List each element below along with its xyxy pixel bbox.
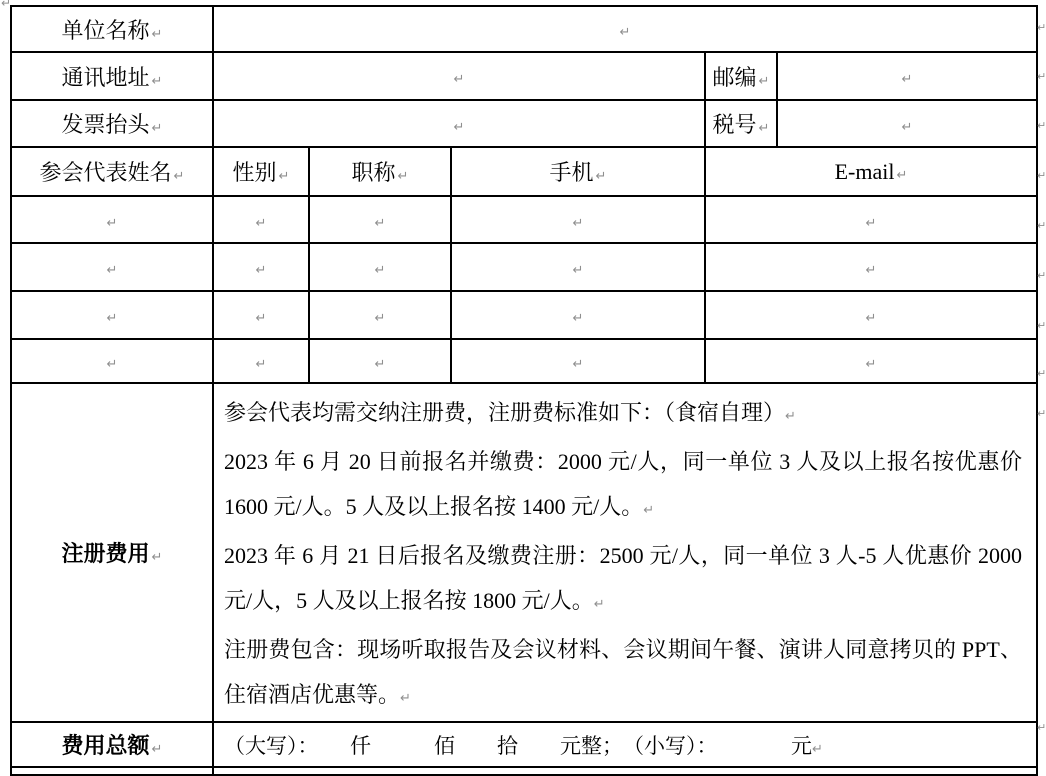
invoice-title-label-text: 发票抬头 — [61, 112, 150, 137]
paragraph-mark-icon: ↵ — [151, 26, 163, 42]
email-header-text: E-mail — [834, 158, 895, 184]
gender-header-text: 性别 — [232, 160, 277, 185]
title-header-text: 职称 — [351, 160, 396, 185]
address-label — [11, 52, 213, 100]
gender-header — [213, 147, 309, 196]
paragraph-mark-icon: ↵ — [106, 311, 118, 326]
paragraph-mark-icon: ↵ — [106, 215, 118, 231]
gender-field[interactable] — [213, 243, 309, 291]
paragraph-mark-icon: ↵ — [758, 121, 770, 136]
row-end-mark-icon: ↵ — [1037, 407, 1046, 420]
email-header — [705, 147, 1037, 196]
table-row — [11, 100, 1037, 147]
row-end-mark-icon: ↵ — [1037, 269, 1046, 282]
total-fee-label — [11, 722, 213, 767]
registration-fee-label-text: 注册费用 — [61, 541, 150, 566]
paragraph-mark-icon: ↵ — [453, 119, 465, 135]
paragraph-mark-icon: ↵ — [151, 73, 163, 89]
fee-paragraph — [224, 627, 1022, 721]
paragraph-mark-icon: ↵ — [865, 263, 877, 278]
paragraph-mark-icon: ↵ — [151, 121, 163, 136]
address-label-text: 通讯地址 — [61, 64, 150, 90]
row-end-mark-icon: ↵ — [1037, 70, 1046, 83]
paragraph-mark-icon: ↵ — [593, 597, 605, 612]
partial-cell — [11, 767, 213, 775]
paragraph-mark-icon: ↵ — [785, 409, 796, 424]
tax-number-label-text: 税号 — [712, 112, 757, 137]
unit-name-label-text: 单位名称 — [61, 17, 150, 43]
registration-fee-label — [11, 383, 213, 722]
paragraph-mark-icon: ↵ — [397, 169, 409, 184]
paragraph-mark-icon: ↵ — [572, 215, 584, 231]
delegate-row — [11, 196, 1037, 243]
paragraph-mark-icon: ↵ — [572, 263, 584, 278]
total-fee-text: （大写）： 仟 佰 拾 元整； （小写）： 元 — [224, 733, 812, 758]
paragraph-mark-icon: ↵ — [374, 263, 386, 278]
paragraph-mark-icon: ↵ — [151, 742, 163, 757]
row-end-mark-icon: ↵ — [1037, 319, 1046, 332]
gender-field[interactable] — [213, 196, 309, 243]
delegate-name-field[interactable] — [11, 196, 213, 243]
total-fee-label-text: 费用总额 — [61, 733, 150, 758]
mobile-header — [451, 147, 705, 196]
table-row — [11, 52, 1037, 100]
tax-number-field[interactable] — [777, 100, 1037, 147]
paragraph-mark-icon: ↵ — [453, 72, 465, 87]
title-field[interactable] — [309, 291, 451, 339]
paragraph-mark-icon: ↵ — [151, 550, 163, 565]
registration-form-table — [10, 5, 1038, 776]
partial-cell — [213, 767, 1037, 775]
paragraph-mark-icon: ↵ — [255, 311, 267, 326]
address-field[interactable] — [213, 52, 705, 100]
paragraph-mark-icon: ↵ — [619, 25, 631, 40]
total-fee-row — [11, 722, 1037, 767]
email-field[interactable] — [705, 196, 1037, 243]
paragraph-mark-icon: ↵ — [595, 169, 607, 184]
postal-code-label-text: 邮编 — [712, 64, 757, 90]
gender-field[interactable] — [213, 339, 309, 383]
registration-fee-row — [11, 383, 1037, 722]
paragraph-mark-icon: ↵ — [572, 311, 584, 326]
tax-number-label — [705, 100, 777, 147]
paragraph-mark-icon: ↵ — [173, 169, 185, 184]
paragraph-mark-icon: ↵ — [572, 357, 584, 372]
mobile-header-text: 手机 — [549, 160, 594, 185]
paragraph-mark-icon: ↵ — [758, 73, 770, 89]
row-end-mark-icon: ↵ — [1037, 119, 1046, 132]
paragraph-mark-icon: ↵ — [865, 215, 877, 231]
invoice-title-label — [11, 100, 213, 147]
row-end-mark-icon: ↵ — [1037, 721, 1046, 734]
gender-field[interactable] — [213, 291, 309, 339]
delegate-name-field[interactable] — [11, 243, 213, 291]
mobile-field[interactable] — [451, 196, 705, 243]
email-field[interactable] — [705, 339, 1037, 383]
delegate-row — [11, 291, 1037, 339]
paragraph-mark-icon: ↵ — [255, 263, 267, 278]
paragraph-mark-icon: ↵ — [106, 263, 118, 278]
delegate-name-field[interactable] — [11, 291, 213, 339]
paragraph-mark-icon: ↵ — [901, 72, 913, 87]
paragraph-mark-icon: ↵ — [643, 503, 655, 518]
paragraph-mark-icon: ↵ — [255, 357, 267, 372]
title-field[interactable] — [309, 243, 451, 291]
row-end-mark-icon: ↵ — [1037, 21, 1046, 34]
postal-code-field[interactable] — [777, 52, 1037, 100]
postal-code-label — [705, 52, 777, 100]
row-end-mark-icon: ↵ — [1037, 219, 1046, 232]
table-row — [11, 6, 1037, 52]
unit-name-field[interactable] — [213, 6, 1037, 52]
paragraph-mark-icon: ↵ — [106, 357, 118, 372]
row-end-mark-icon: ↵ — [1037, 169, 1046, 182]
paragraph-mark-icon: ↵ — [400, 691, 411, 706]
title-header — [309, 147, 451, 196]
row-end-mark-icon: ↵ — [1037, 367, 1046, 380]
fee-paragraph — [224, 390, 1022, 439]
fee-paragraph — [224, 533, 1022, 627]
paragraph-mark-icon: ↵ — [255, 215, 267, 231]
paragraph-mark-icon: ↵ — [374, 311, 386, 326]
fee-paragraph-text: 2023 年 6 月 21 日后报名及缴费注册：2500 元/人，同一单位 3 人-5 人优惠价 2000 元/人，5 人及以上报名按 1800 元/人。 — [224, 543, 1023, 613]
fee-paragraph-text: 2023 年 6 月 20 日前报名并缴费：2000 元/人，同一单位 3 人及以上报名按优惠价 1600 元/人。5 人及以上报名按 1400 元/人。 — [224, 449, 1023, 519]
mobile-field[interactable] — [451, 243, 705, 291]
paragraph-mark-icon: ↵ — [896, 167, 908, 183]
delegate-row — [11, 339, 1037, 383]
paragraph-mark-icon: ↵ — [1, 0, 12, 10]
fee-paragraph-text: 参会代表均需交纳注册费，注册费标准如下：（食宿自理） — [224, 400, 786, 425]
email-field[interactable] — [705, 291, 1037, 339]
paragraph-mark-icon: ↵ — [812, 741, 823, 757]
fee-paragraph-text: 注册费包含：现场听取报告及会议材料、会议期间午餐、演讲人同意拷贝的 PPT、住宿酒店优惠等。 — [224, 637, 1023, 707]
delegate-name-header-text: 参会代表姓名 — [39, 160, 172, 185]
paragraph-mark-icon: ↵ — [901, 119, 913, 135]
table-row-partial — [11, 767, 1037, 775]
paragraph-mark-icon: ↵ — [865, 311, 877, 326]
title-field[interactable] — [309, 196, 451, 243]
invoice-title-field[interactable] — [213, 100, 705, 147]
paragraph-mark-icon: ↵ — [374, 357, 386, 372]
mobile-field[interactable] — [451, 291, 705, 339]
fee-paragraph — [224, 439, 1022, 533]
delegate-name-header — [11, 147, 213, 196]
delegate-header-row — [11, 147, 1037, 196]
delegate-row — [11, 243, 1037, 291]
title-field[interactable] — [309, 339, 451, 383]
registration-fee-details — [213, 383, 1037, 722]
total-fee-field[interactable] — [213, 722, 1037, 767]
paragraph-mark-icon: ↵ — [374, 215, 386, 231]
unit-name-label — [11, 6, 213, 52]
delegate-name-field[interactable] — [11, 339, 213, 383]
email-field[interactable] — [705, 243, 1037, 291]
mobile-field[interactable] — [451, 339, 705, 383]
paragraph-mark-icon: ↵ — [865, 357, 877, 372]
paragraph-mark-icon: ↵ — [278, 169, 290, 184]
